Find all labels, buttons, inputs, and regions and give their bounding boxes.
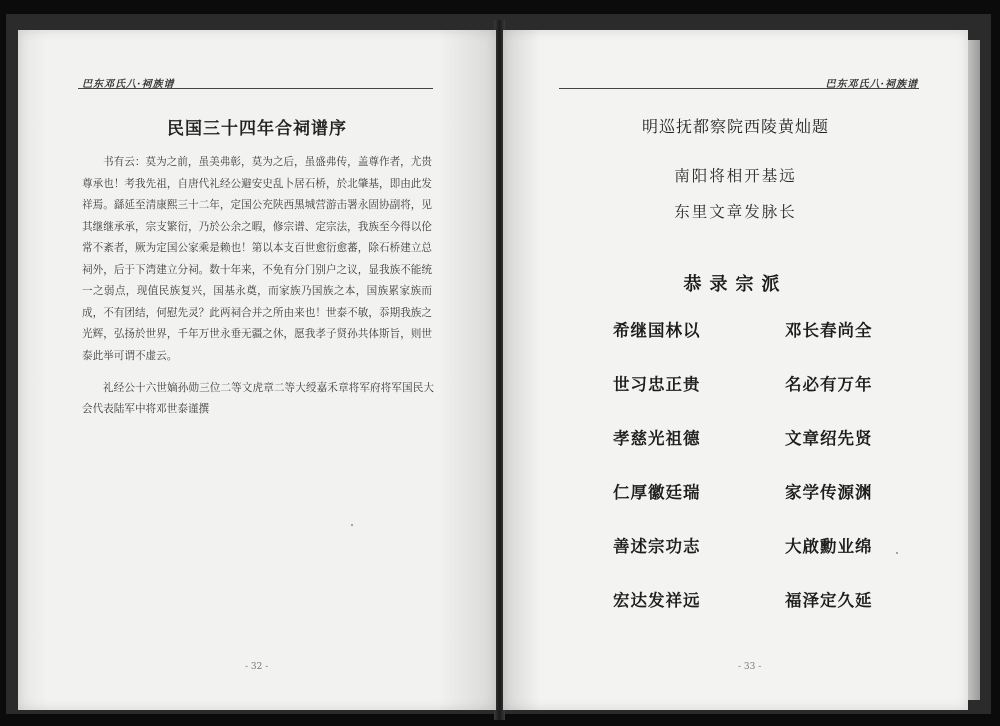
generation-poem-line: 世习忠正贵 xyxy=(613,375,701,394)
generation-poem-line: 宏达发祥远 xyxy=(613,591,701,610)
generation-poem-line: 大啟勳业绵 xyxy=(785,537,873,556)
header-rule xyxy=(559,88,919,89)
speck xyxy=(351,524,353,526)
poem-title: 明巡抚都察院西陵黄灿题 xyxy=(641,117,829,136)
generation-poem-line: 善述宗功志 xyxy=(613,537,701,556)
generation-poem-line: 福泽定久延 xyxy=(785,591,873,610)
right-page xyxy=(503,30,968,710)
generation-poem-line: 名必有万年 xyxy=(785,375,873,394)
generation-poem-line: 邓长春尚全 xyxy=(785,321,873,340)
generation-poem-line: 仁厚徽廷瑞 xyxy=(613,483,701,502)
section-title: 恭录宗派 xyxy=(683,274,788,295)
generation-poem-line: 家学传源渊 xyxy=(785,483,873,502)
poem-line: 东里文章发脉长 xyxy=(674,203,797,221)
page-number: - 33 - xyxy=(738,662,762,672)
page-edges xyxy=(966,40,980,700)
header-rule xyxy=(78,88,433,89)
preface-title: 民国三十四年合祠谱序 xyxy=(167,119,347,139)
running-head: 巴东邓氏八·祠族谱 xyxy=(825,79,918,90)
generation-poem-line: 文章绍先贤 xyxy=(785,429,873,448)
left-page xyxy=(18,30,496,710)
poem-line: 南阳将相开基远 xyxy=(674,167,797,185)
preface-body: 书有云：莫为之前，虽美弗彰，莫为之后，虽盛弗传，盖尊作者，尤贵尊承也！考我先祖，自唐代礼经公避安史乱卜居石桥，於北肇基，即由此发祥焉。繇延至清康熙三十二年，定国公充陕西黑城营游击署永固协副将，见其继继承承，宗支繁衍，乃於公余之暇，修宗谱、定宗法，我族至今得以伦常不紊者，厥为定国公家乘是赖也！第以本支百世愈衍愈蕃，除石桥建立总祠外，后于下湾建立分祠。数十年来，不免有分门别户之议，显我族不能统一之弱点，现值民族复兴，国基永奠，而家族乃国族之本，国族累家族而成，不有团结，何慰先灵？此两祠合并之所由来也！世泰不敏，忝期我族之光辉，弘扬於世界，千年万世永垂无疆之休，愿我孝子贤孙共体斯旨，则世泰此举可谓不虚云。 xyxy=(82,156,432,362)
generation-poem-line: 希继国林以 xyxy=(613,321,701,340)
author-signature: 礼经公十六世嫡孙勋三位二等文虎章二等大绶嘉禾章将军府将军国民大会代表陆军中将邓世泰谨撰 xyxy=(82,382,434,415)
running-head: 巴东邓氏八·祠族谱 xyxy=(82,79,175,90)
generation-poem-line: 孝慈光祖德 xyxy=(613,429,701,448)
page-number: - 32 - xyxy=(245,662,269,672)
speck xyxy=(896,552,898,554)
